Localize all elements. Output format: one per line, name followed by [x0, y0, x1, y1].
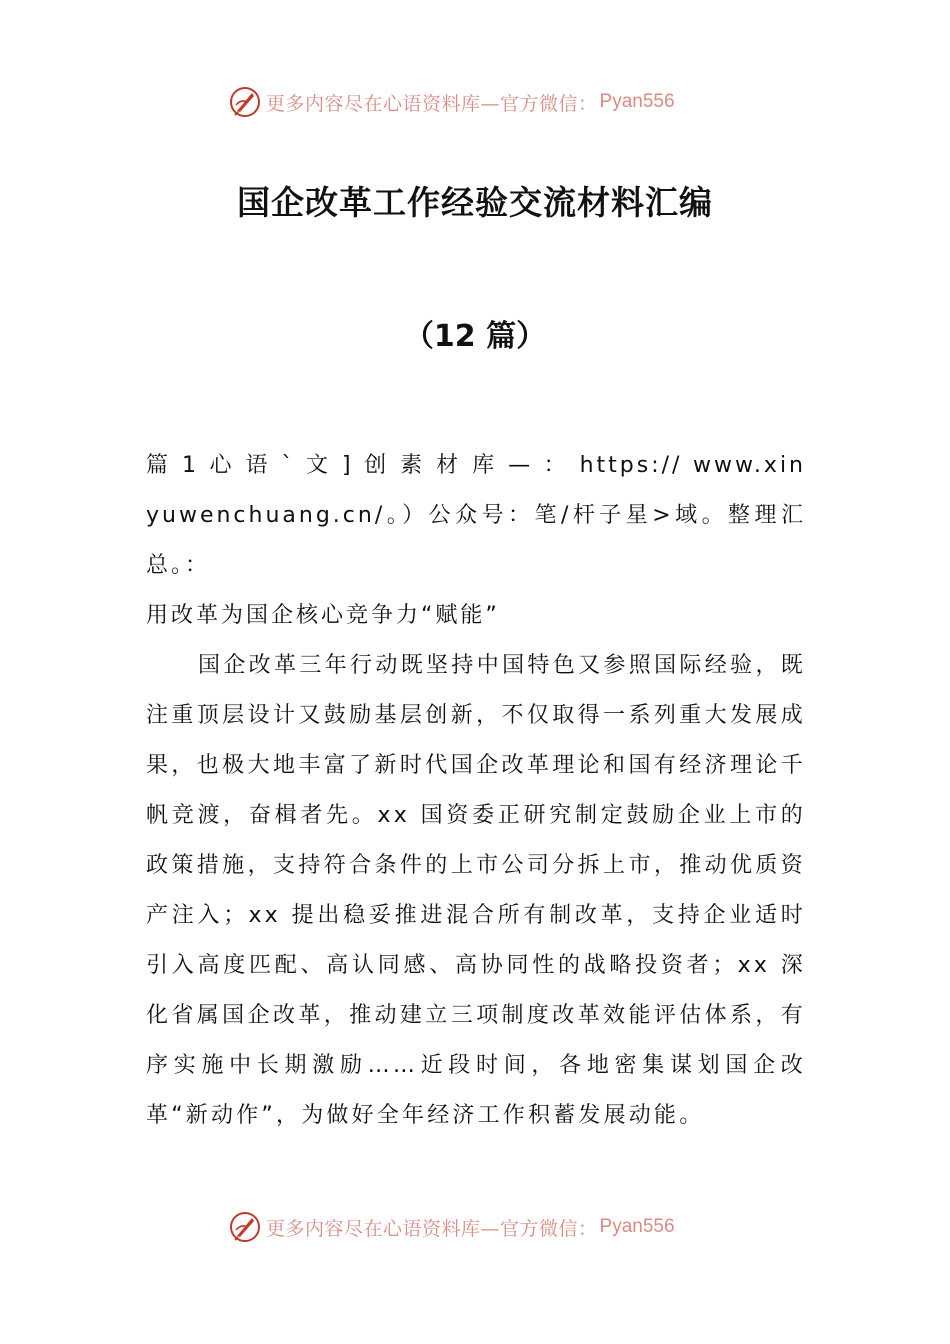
quill-logo-icon: [228, 85, 262, 119]
watermark-handle: Pyan556: [599, 91, 675, 112]
document-subtitle: （12 篇）: [403, 319, 547, 354]
watermark-text: 更多内容尽在心语资料库—官方微信：: [266, 92, 598, 115]
body-paragraph: 国企改革三年行动既坚持中国特色又参照国际经验，既注重顶层设计又鼓励基层创新，不仅取得一系列重大发展成果，也极大地丰富了新时代国企改革理论和国有经济理论千帆竞渡，奋楫者先。xx 国资委正研究制定鼓励企业上市的政策措施，支持符合条件的上市公司分拆上市，推动优质资产注入；xx 提出稳妥推进混合所有制改革，支持企业适时引入高度匹配、高认同感、高协同性的战略投资者；xx 深化省属国企改革，推动建立三项制度改革效能评估体系，有序实施中长期激励……近段时间，各地密集谋划国企改革“新动作”，为做好全年经济工作积蓄发展动能。: [146, 653, 806, 1128]
section-heading: 用改革为国企核心竞争力“赋能”: [146, 603, 500, 628]
watermark-text: 更多内容尽在心语资料库—官方微信：: [266, 1217, 598, 1240]
document-title: 国企改革工作经验交流材料汇编: [237, 183, 713, 222]
watermark-handle: Pyan556: [599, 1216, 675, 1237]
header-watermark: [228, 82, 675, 122]
chapter-intro: 篇 1 心 语 ` 文 ] 创 素 材 库 — ： https:// www.xinyuwenchuang.cn/。）公众号：笔/杆子星>域。整理汇总。：: [146, 453, 806, 578]
quill-logo-icon: [228, 1210, 262, 1244]
footer-watermark: [228, 1207, 675, 1247]
